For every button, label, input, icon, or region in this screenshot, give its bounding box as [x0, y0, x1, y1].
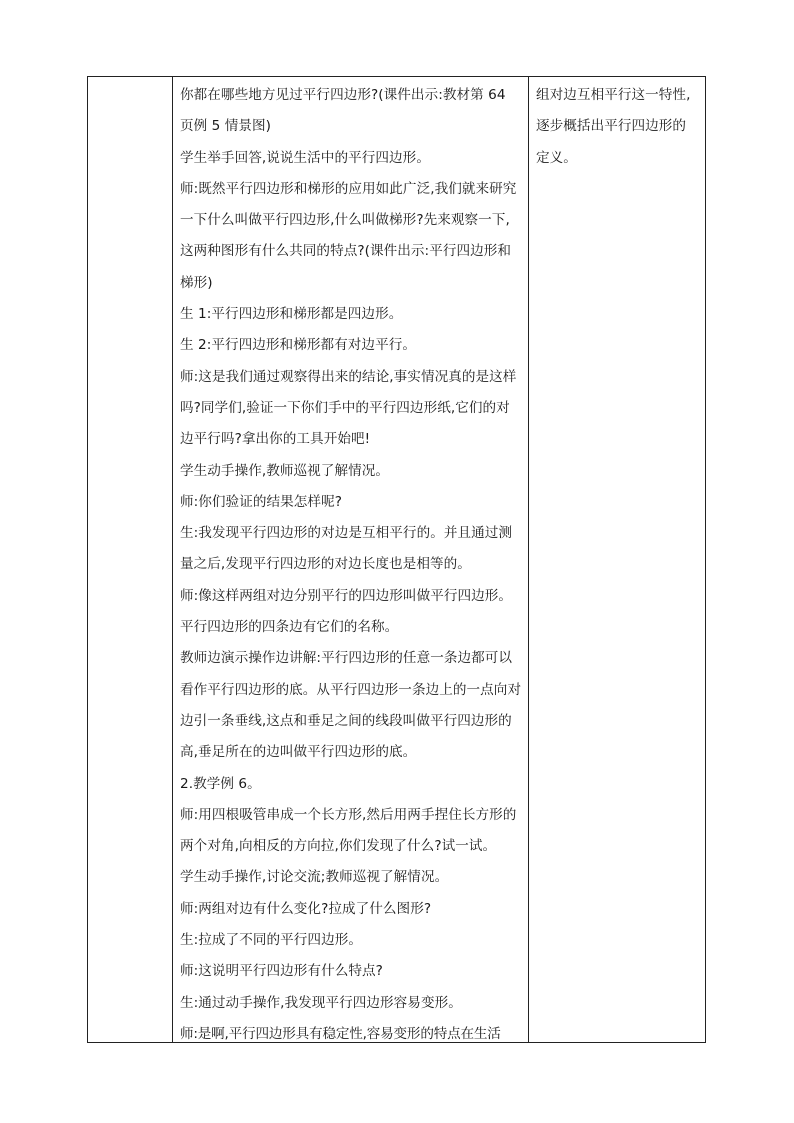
paragraph: 学生举手回答,说说生活中的平行四边形。	[180, 149, 430, 166]
paragraph: 教师边演示操作边讲解:平行四边形的任意一条边都可以看作平行四边形的底。从平行四边形一条边上的一点向对边引一条垂线,这点和垂足之间的线段叫做平行四边形的高,垂足所在的边叫做平行四边形的底。	[180, 650, 522, 761]
paragraph: 师:两组对边有什么变化?拉成了什么图形?	[180, 900, 432, 917]
design-intent-cell	[529, 77, 705, 1042]
lesson-plan-table	[87, 76, 706, 1043]
paragraph: 师:既然平行四边形和梯形的应用如此广泛,我们就来研究一下什么叫做平行四边形,什么叫做梯形?先来观察一下,这两种图形有什么共同的特点?(课件出示:平行四边形和梯形)	[180, 180, 517, 291]
paragraph: 学生动手操作,讨论交流;教师巡视了解情况。	[180, 869, 449, 886]
left-column-cell	[88, 77, 173, 1042]
design-intent-text: 组对边互相平行这一特性,逐步概括出平行四边形的定义。	[536, 87, 691, 166]
paragraph: 生 1:平行四边形和梯形都是四边形。	[180, 306, 403, 323]
paragraph: 师:像这样两组对边分别平行的四边形叫做平行四边形。平行四边形的四条边有它们的名称。	[180, 587, 513, 636]
paragraph: 生:我发现平行四边形的对边是互相平行的。并且通过测量之后,发现平行四边形的对边长度也是相等的。	[180, 525, 513, 573]
paragraph: 生:拉成了不同的平行四边形。	[180, 932, 362, 949]
paragraph: 师:这是我们通过观察得出来的结论,事实情况真的是这样吗?同学们,验证一下你们手中的平行四边形纸,它们的对边平行吗?拿出你的工具开始吧!	[180, 368, 517, 448]
paragraph: 师:是啊,平行四边形具有稳定性,容易变形的特点在生活	[180, 1025, 501, 1042]
paragraph: 学生动手操作,教师巡视了解情况。	[180, 462, 390, 479]
paragraph: 生:通过动手操作,我发现平行四边形容易变形。	[180, 994, 462, 1011]
paragraph: 师:这说明平行四边形有什么特点?	[180, 963, 383, 980]
paragraph: 师:用四根吸管串成一个长方形,然后用两手捏住长方形的两个对角,向相反的方向拉,你们发现了什么?试一试。	[180, 806, 517, 855]
paragraph: 生 2:平行四边形和梯形都有对边平行。	[180, 337, 416, 354]
paragraph: 师:你们验证的结果怎样呢?	[180, 493, 342, 510]
paragraph: 2.教学例 6。	[180, 775, 261, 792]
teaching-process-cell	[173, 77, 529, 1042]
paragraph: 你都在哪些地方见过平行四边形?(课件出示:教材第 64 页例 5 情景图)	[180, 87, 506, 135]
